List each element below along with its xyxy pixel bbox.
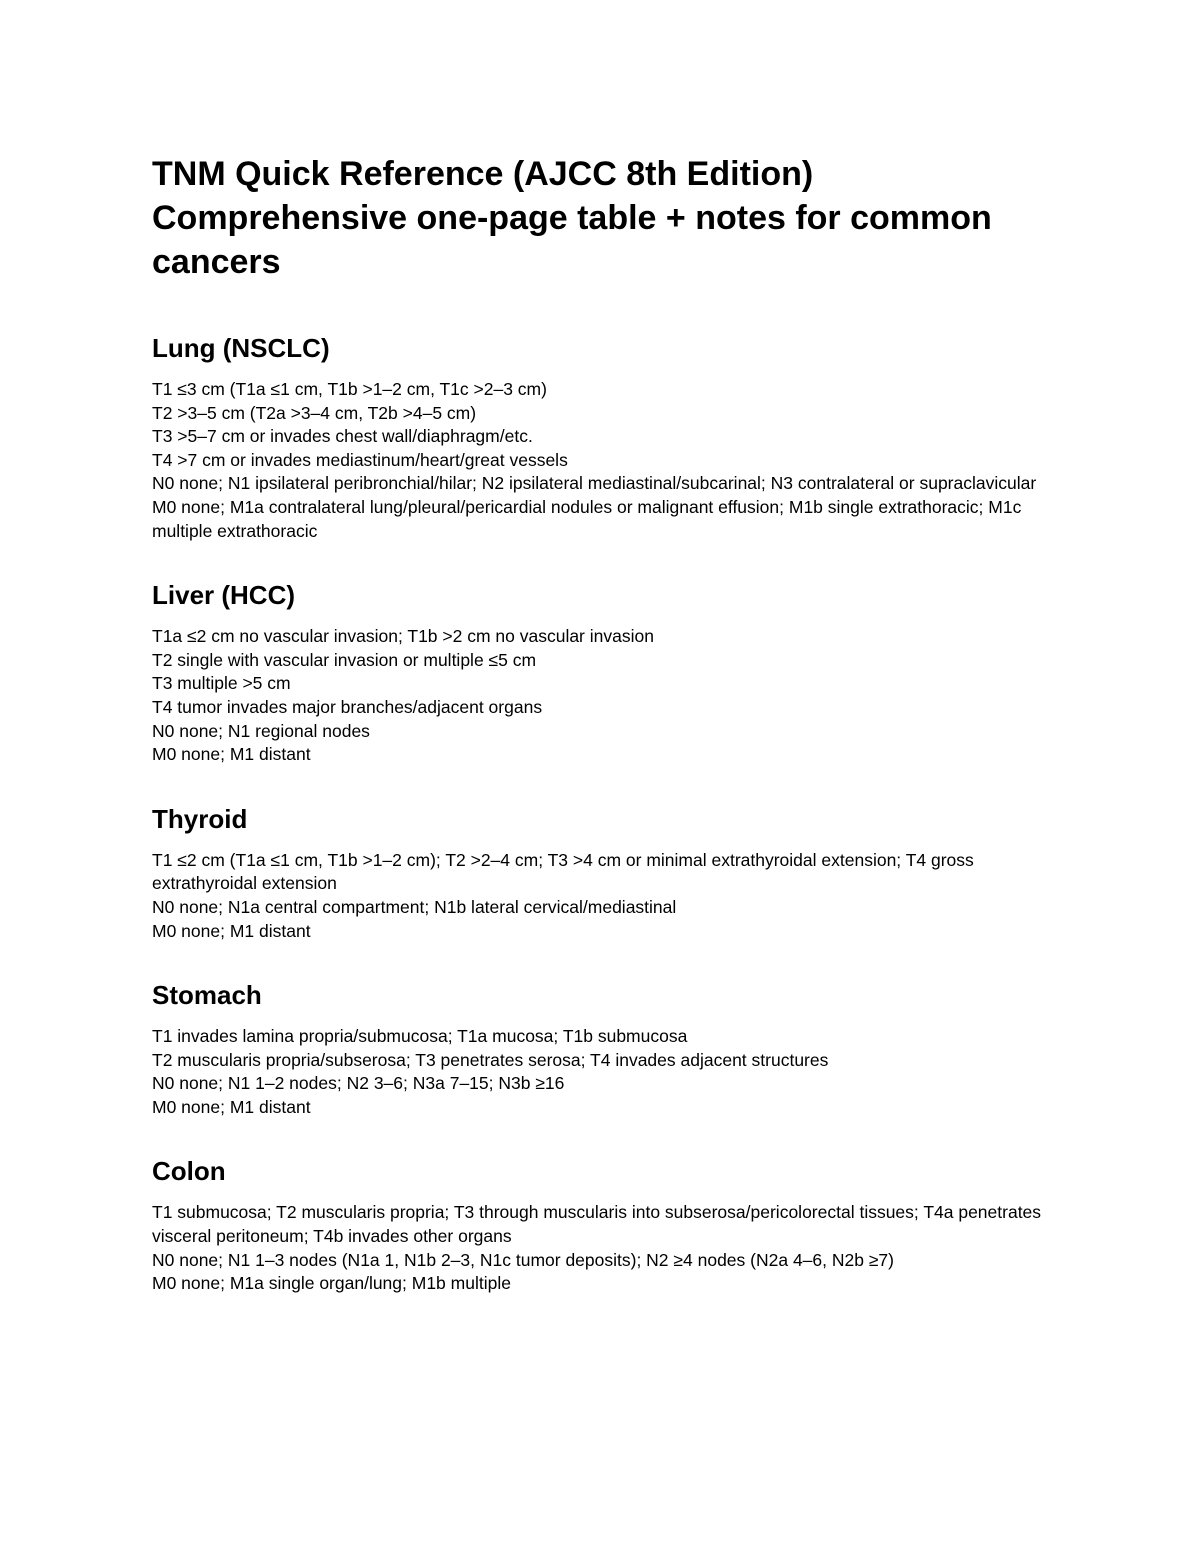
section-body: [152, 625, 1052, 767]
staging-line: N0 none; N1a central compartment; N1b lateral cervical/mediastinal: [152, 896, 677, 917]
staging-line: T2 >3–5 cm (T2a >3–4 cm, T2b >4–5 cm): [152, 402, 477, 423]
section-colon: [152, 1155, 1052, 1295]
staging-line: M0 none; M1 distant: [152, 744, 311, 765]
section-heading: Stomach: [152, 980, 262, 1011]
staging-line: N0 none; N1 1–2 nodes; N2 3–6; N3a 7–15; N3b ≥16: [152, 1073, 565, 1094]
staging-line: T1 invades lamina propria/submucosa; T1a mucosa; T1b submucosa: [152, 1026, 688, 1047]
section-heading: Liver (HCC): [152, 580, 296, 611]
section-thyroid: [152, 803, 1052, 943]
staging-line: M0 none; M1a single organ/lung; M1b multiple: [152, 1273, 511, 1294]
document-title: [152, 152, 1052, 284]
staging-line: T3 multiple >5 cm: [152, 673, 291, 694]
staging-line: T4 tumor invades major branches/adjacent organs: [152, 696, 543, 717]
staging-line: T1a ≤2 cm no vascular invasion; T1b >2 cm no vascular invasion: [152, 626, 654, 647]
section-heading: Colon: [152, 1156, 226, 1187]
staging-line: M0 none; M1 distant: [152, 920, 311, 941]
section-stomach: [152, 979, 1052, 1119]
staging-line: T1 submucosa; T2 muscularis propria; T3 through muscularis into subserosa/pericolorectal tissues; T4a penetrates visceral peritoneum; T4b invades other organs: [152, 1202, 1042, 1247]
staging-line: T1 ≤3 cm (T1a ≤1 cm, T1b >1–2 cm, T1c >2–3 cm): [152, 379, 547, 399]
staging-line: N0 none; N1 1–3 nodes (N1a 1, N1b 2–3, N1c tumor deposits); N2 ≥4 nodes (N2a 4–6, N2b ≥7): [152, 1249, 894, 1270]
staging-line: T1 ≤2 cm (T1a ≤1 cm, T1b >1–2 cm); T2 >2–4 cm; T3 >4 cm or minimal extrathyroidal extension; T4 gross extrathyroidal extension: [152, 849, 974, 894]
section-body: [152, 849, 1052, 943]
staging-line: M0 none; M1 distant: [152, 1096, 311, 1117]
document-page: [152, 152, 1052, 1332]
staging-line: N0 none; N1 ipsilateral peribronchial/hilar; N2 ipsilateral mediastinal/subcarinal; N3 contralateral or supraclavicular: [152, 473, 1037, 494]
section-heading: Lung (NSCLC): [152, 333, 330, 363]
staging-line: T2 muscularis propria/subserosa; T3 penetrates serosa; T4 invades adjacent structures: [152, 1049, 829, 1070]
staging-line: M0 none; M1a contralateral lung/pleural/pericardial nodules or malignant effusion; M1b single extrathoracic; M1c multiple extrathoracic: [152, 496, 1022, 541]
section-body: [152, 1201, 1052, 1295]
section-lung: [152, 332, 1052, 543]
title-line: cancers: [152, 243, 281, 281]
title-line: Comprehensive one-page table + notes for common: [152, 199, 992, 237]
section-liver: [152, 579, 1052, 767]
section-heading: Thyroid: [152, 803, 248, 834]
staging-line: T3 >5–7 cm or invades chest wall/diaphragm/etc.: [152, 426, 533, 447]
title-line: TNM Quick Reference (AJCC 8th Edition): [152, 155, 814, 193]
staging-line: N0 none; N1 regional nodes: [152, 720, 370, 741]
staging-line: T2 single with vascular invasion or multiple ≤5 cm: [152, 649, 537, 670]
section-body: [152, 378, 1052, 543]
section-body: [152, 1025, 1052, 1119]
staging-line: T4 >7 cm or invades mediastinum/heart/great vessels: [152, 449, 568, 470]
